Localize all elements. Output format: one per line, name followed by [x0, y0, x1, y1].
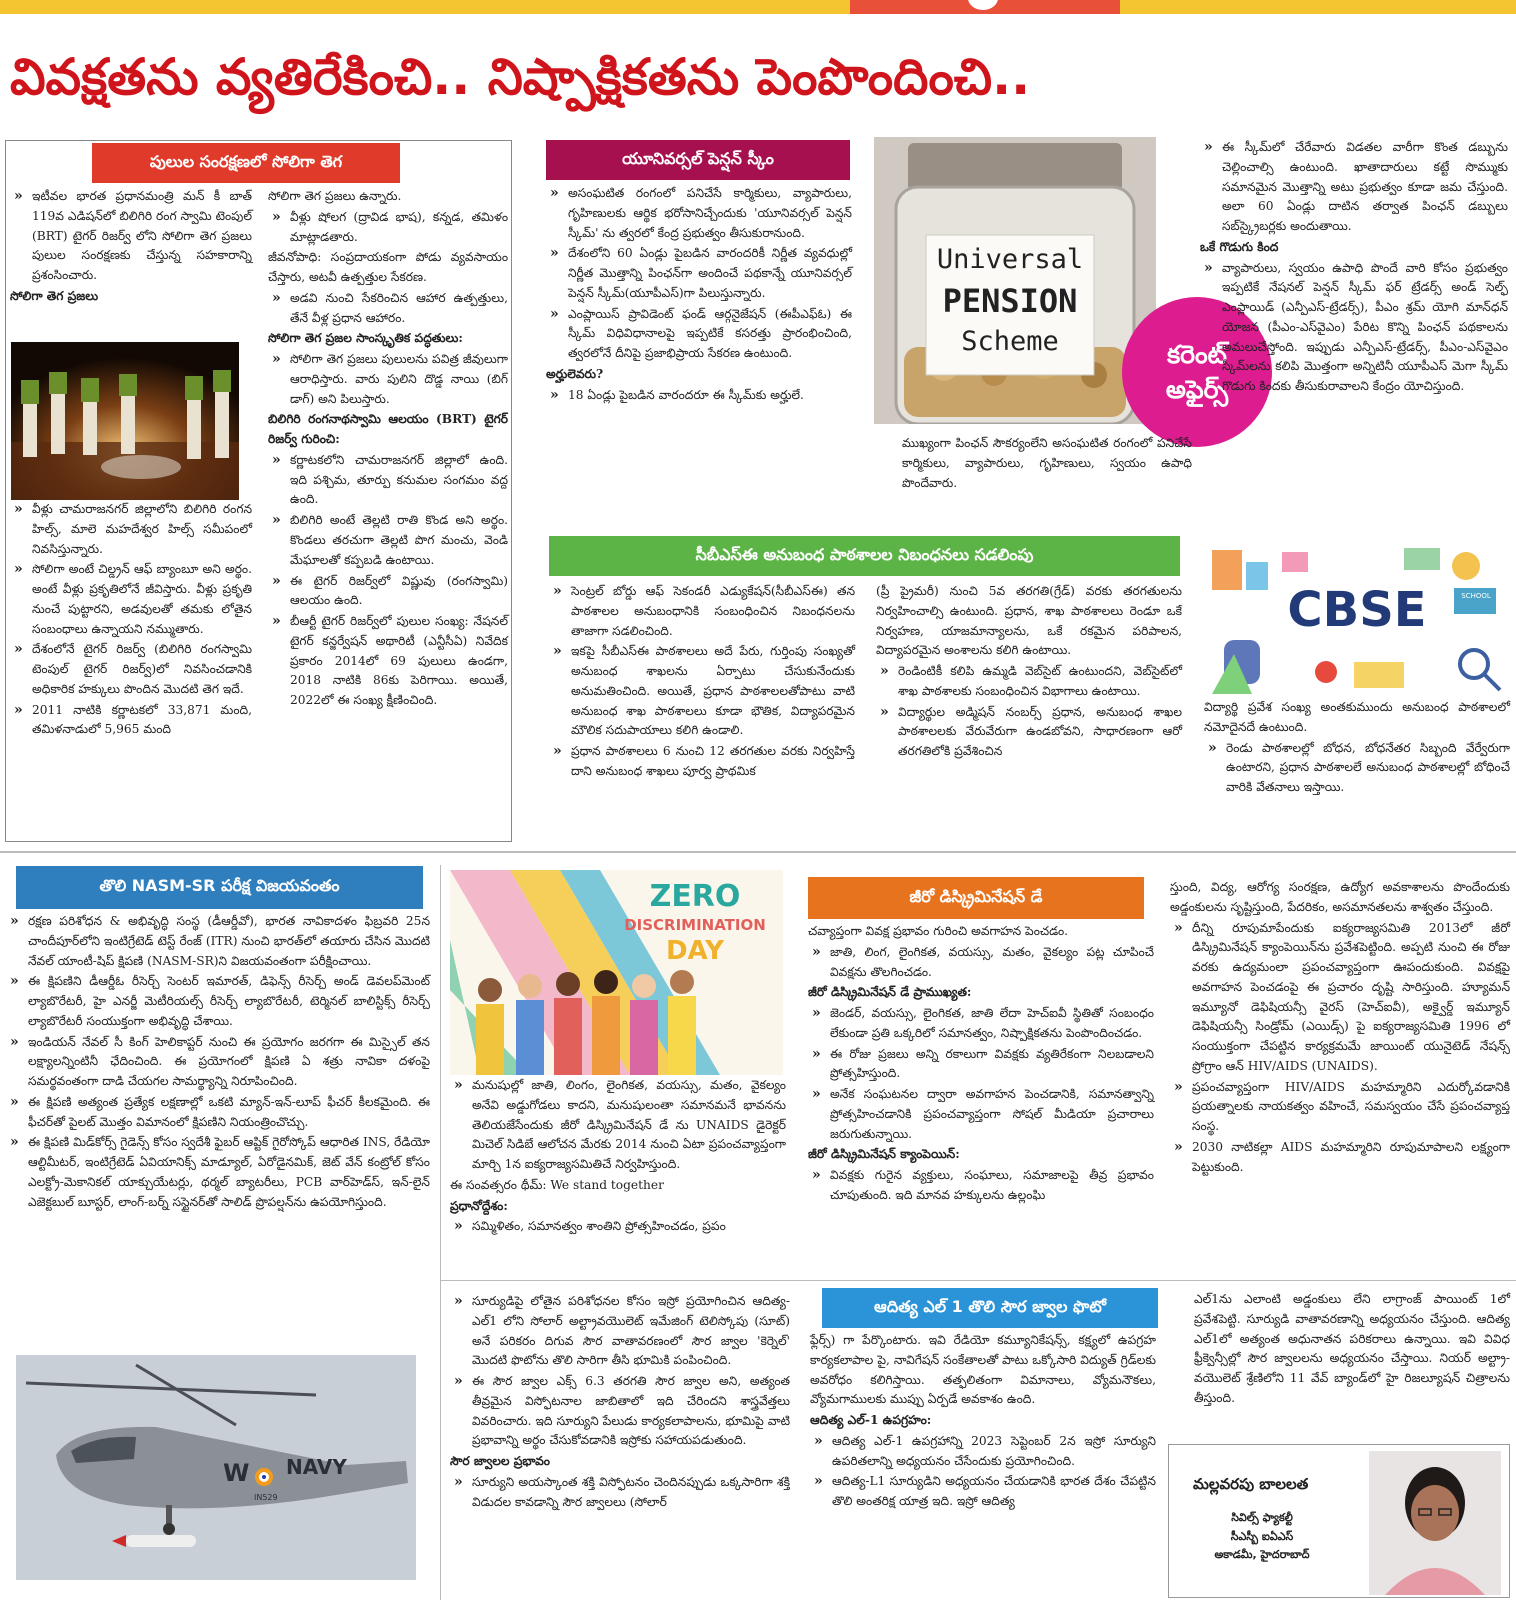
cbse-title: సీబీఎస్ఈ అనుబంధ పాఠశాలల నిబంధనలు సడలింపు	[549, 536, 1180, 576]
author-line: సివిల్స్ ఫ్యాకల్టీ	[1231, 1511, 1293, 1524]
bullet-paragraph: » ఇకపై సీబీఎస్ఈ పాఠశాలలు అదే పేరు, గుర్తింపు సంఖ్యతో అనుబంధ శాఖలను ఏర్పాటు చేసుకునేందుకు అనుమతించింది. అయితే, ప్రధాన పాఠశాలలతోపాటు వాటి అనుబంధ శాఖ పాఠశాలలు కూడా భౌతిక, విద్యాపరమైన మౌలిక సదుపాయాలు కలిగి ఉండాలి.	[549, 642, 855, 741]
bullet-paragraph: » కర్ణాటకలోని చామరాజనగర్ జిల్లాలో ఉంది. ఇది పశ్చిమ, తూర్పు కనుమల సంగమం వద్ద ఉంది.	[268, 451, 508, 510]
bullet-paragraph: » సోలిగా అంటే చిల్డ్రన్ ఆఫ్ బ్యాంబూ అని అర్థం. అంటే వీళ్లు ప్రకృతిలోనే జీవిస్తారు. వీళ్లు ప్రకృతి నుంచే పుట్టారని, అడవులతో తమకు లోతైన సంబంధాలు ఉన్నాయని నమ్ముతారు.	[10, 560, 252, 639]
aditya-column-1	[450, 1292, 790, 1513]
author-line: అకాడమీ, హైదరాబాద్	[1214, 1548, 1310, 1562]
bullet-paragraph: » వీళ్లు చామరాజనగర్ జిల్లాలోని బిలిగిరి రంగన హిల్స్, మాలె మహదేశ్వర హిల్స్ సమీపంలో నివసిస్తున్నారు.	[10, 500, 252, 559]
paragraph: స్తుంది, విద్య, ఆరోగ్య సంరక్షణ, ఉద్యోగ అవకాశాలను పొందేందుకు అడ్డంకులను సృష్టిస్తుంది, పేదరికం, అసమానతలను శాశ్వతం చేస్తుంది.	[1170, 880, 1510, 914]
pension-jar-photo	[874, 137, 1156, 424]
subheading: బిలిగిరి రంగనాథస్వామి ఆలయం (BRT) టైగర్ రిజర్వ్ గురించి:	[268, 412, 508, 447]
pension-title: యూనివర్సల్ పెన్షన్ స్కీం	[546, 140, 850, 180]
aditya-title: ఆదిత్య ఎల్ 1 తొలి సౌర జ్వాల ఫొటో	[822, 1288, 1158, 1328]
bullet-paragraph: » 2011 నాటికి కర్ణాటకలో 33,871 మంది, తమిళనాడులో 5,965 మంది	[10, 701, 252, 741]
bullet-paragraph: » ప్రపంచవ్యాప్తంగా HIV/AIDS మహమ్మారిని ఎదుర్కోవడానికి ప్రయత్నాలకు నాయకత్వం వహించే, సమస్వయం చేసే ప్రపంచవ్యాప్త సంస్థ.	[1170, 1078, 1510, 1137]
aditya-column-3	[1194, 1290, 1510, 1410]
author-designation	[1197, 1509, 1327, 1565]
poster-discrimination: DISCRIMINATION	[624, 916, 766, 934]
section-divider	[0, 851, 1516, 853]
bullet-paragraph: » ఈ క్షిపణి అత్యంత ప్రత్యేక లక్షణాల్లో ఒకటి మ్యాన్-ఇన్-లూప్ ఫీచర్ కీలకమైంది. ఈ ఫీచర్‌తో పైలట్ మొత్తం విమానంలో క్షిపణిని నియంత్రించొచ్చు.	[6, 1093, 430, 1133]
tigers-title: పులుల సంరక్షణలో సోలిగా తెగ	[92, 143, 400, 183]
section-divider	[440, 1280, 1516, 1281]
subheading: ఆదిత్య ఎల్-1 ఉపగ్రహం:	[810, 1413, 932, 1428]
bullet-paragraph: » ఈ సౌర జ్వాల ఎక్స్ 6.3 తరగతి సౌర జ్వాల అని, అత్యంత తీవ్రమైన విస్ఫోటనాల జాబితాలో ఇది చేరిందని శాస్త్రవేత్తలు వివరించారు. ఇది సూర్యుని పేలుడు కార్యకలాపాలను, భూమిపై వాటి ప్రభావాన్ని అర్థం చేసుకోవడానికి ఇస్రోకు సహాయపడుతుంది.	[450, 1372, 790, 1451]
subheading: సోలిగా తెగ ప్రజలు	[10, 288, 99, 303]
bullet-paragraph: » అనేక సంఘటనల ద్వారా అవగాహన పెంచడానికి, సమానత్వాన్ని ప్రోత్సహించడానికి ప్రపంచవ్యాప్తంగా సోషల్ మీడియా ప్రచారాలు జరుగుతున్నాయి.	[808, 1085, 1154, 1144]
heli-letter-marking: W	[223, 1459, 250, 1487]
heli-tail-number: IN529	[254, 1493, 278, 1502]
soliga-dance-photo	[11, 342, 239, 500]
bullet-paragraph: » సమ్మిళితం, సమానత్వం శాంతిని ప్రోత్సహించడం, ప్రపం	[450, 1217, 786, 1237]
tigers-column-left-lower	[10, 500, 252, 741]
cbse-logo-illustration	[1204, 544, 1510, 696]
nasm-title: తొలి NASM-SR పరీక్ష విజయవంతం	[16, 866, 423, 909]
paragraph: సోలిగా తెగ ప్రజలు ఉన్నారు.	[268, 189, 402, 203]
pension-column-1	[546, 184, 852, 406]
subheading: అర్హులెవరు?	[546, 366, 604, 381]
subheading: సౌర జ్వాలల ప్రభావం	[450, 1454, 550, 1469]
zero-column-1	[450, 1076, 786, 1238]
bullet-paragraph: » బీఆర్టీ టైగర్ రిజర్వ్‌లో పులుల సంఖ్య: నేషనల్ టైగర్ కన్జర్వేషన్ అథారిటీ (ఎన్టీసీఏ) నివేదిక ప్రకారం 2014లో 69 పులులు ఉండగా, 2018 నాటికి 86కు పెరిగాయి. అయితే, 2022లో ఈ సంఖ్య క్షీణించింది.	[268, 612, 508, 711]
paragraph: జీవనోపాధి: సంప్రదాయకంగా పోడు వ్యవసాయం చేస్తారు, అటవీ ఉత్పత్తుల సేకరణ.	[268, 250, 508, 285]
bullet-paragraph: » రెండింటికీ కలిపి ఉమ్మడి వెబ్‌సైట్ ఉంటుందని, వెబ్‌సైట్‌లో శాఖ పాఠశాలకు సంబంధించిన విభాగాలు ఉంటాయి.	[876, 662, 1182, 702]
column-divider	[440, 865, 441, 1600]
badge-line: అఫైర్స్	[1165, 375, 1229, 404]
nasm-column	[6, 912, 430, 1213]
paragraph: విద్యార్థి ప్రవేశ సంఖ్య అంతకుముందు అనుబంధ పాఠశాలలో నమోదైనదే ఉంటుంది.	[1204, 700, 1510, 734]
aditya-column-2	[810, 1331, 1156, 1513]
jar-label-line: PENSION	[942, 282, 1078, 320]
school-sign: SCHOOL	[1461, 592, 1491, 600]
badge-line: కరెంట్	[1167, 340, 1227, 369]
cbse-column-3	[1204, 698, 1510, 799]
cbse-column-1	[549, 582, 855, 783]
bullet-paragraph: » 18 ఏండ్లు పైబడిన వారందరూ ఈ స్కీమ్‌కు అర్హులే.	[546, 386, 852, 406]
zero-column-3	[1170, 878, 1510, 1178]
subheading: జీరో డిస్క్రిమినేషన్ డే ప్రాముఖ్యత:	[808, 985, 972, 1000]
subheading: సోలిగా తెగ ప్రజల సాంస్కృతిక పద్ధతులు:	[268, 331, 463, 346]
bullet-paragraph: » జెండర్, వయస్సు, లైంగికత, జాతి లేదా హెచ్‌ఐవీ స్థితితో సంబంధం లేకుండా ప్రతి ఒక్కరిలో సమానత్వం, నిష్పాక్షికతను పెంపొందించడం.	[808, 1004, 1154, 1044]
top-color-bar	[0, 0, 1516, 14]
zero-title: జీరో డిస్క్రిమినేషన్ డే	[808, 877, 1144, 919]
bullet-paragraph: » సూర్యుడిపై లోతైన పరిశోధనల కోసం ఇస్రో ప్రయోగించిన ఆదిత్య-ఎల్1 లోని సోలార్ అల్ట్రావయొలెట్ ఇమేజింగ్ టెలిస్కోపు (సూట్) అనే పరికరం దిగువ సౌర వాతావరణంలో సౌర జ్వాల 'కెర్నెల్' మొదటి ఫొటోను తొలి సారిగా తీసి భూమికి పంపించింది.	[450, 1292, 790, 1371]
bullet-paragraph: » ప్రధాన పాఠశాలలు 6 నుంచి 12 తరగతుల వరకు నిర్వహిస్తే దాని అనుబంధ శాఖలు పూర్వ ప్రాథమిక	[549, 742, 855, 782]
bullet-paragraph: » ఇటీవల భారత ప్రధానమంత్రి మన్ కీ బాత్ 119వ ఎడిషన్‌లో బిలిగిరి రంగ స్వామి టెంపుల్ (BRT) టైగర్ రిజర్వ్ లోని సోలిగా తెగ ప్రజలు పులుల సంరక్షణకు చేస్తున్న సహకారాన్ని ప్రశంసించారు.	[10, 187, 252, 286]
navy-marking: NAVY	[286, 1455, 347, 1479]
bullet-paragraph: » రక్షణ పరిశోధన & అభివృద్ధి సంస్థ (డీఆర్డీవో), భారత నావికాదళం ఫిబ్రవరి 25న చాందీపూర్‌లోని ఇంటిగ్రేటెడ్ టెస్ట్ రేంజ్ (ITR) నుంచి భారత్‌లో తయారు చేసిన మొదటి నేవల్ యాంటీ-షిప్ క్షిపణి (NASM-SR)ని విజయవంతంగా పరీక్షించాయి.	[6, 912, 430, 971]
sea-king-helicopter-photo	[16, 1355, 416, 1580]
author-photo	[1369, 1451, 1501, 1595]
bullet-paragraph: » దేశంలోని 60 ఏండ్లు పైబడిన వారందరికీ నిర్ణీత వ్యవధుల్లో నిర్ణీత మొత్తాన్ని పింఛన్‌గా అందించే పథకాన్నే యూనివర్సల్ పెన్షన్ స్కీమ్(యూపీఎస్)గా పిలుస్తున్నారు.	[546, 244, 852, 303]
bullet-paragraph: » వ్యాపారులు, స్వయం ఉపాధి పొందే వారి కోసం ప్రభుత్వం ఇప్పటికే నేషనల్ పెన్షన్ స్కీమ్ ఫర్ ట్రేడర్స్ అండ్ సెల్ఫ్ ఎంప్లాయిడ్ (ఎన్పీఎస్-ట్రేడర్స్), పీఎం శ్రమ్ యోగి మాన్‌ధన్ యోజన (పీఎం-ఎస్‌వైఎం) పేరిట కొన్ని పింఛన్ పథకాలను అమలుచేస్తోంది. ఇప్పుడు ఎన్పీఎస్-ట్రేడర్స్, పీఎం-ఎస్‌వైఎం స్కీమ్‌లను కలిపి మొత్తంగా అన్నిటినీ యూపీఎస్ మెగా స్కీమ్ గొడుగు కిందకు తీసుకురావాలని కేంద్రం యోచిస్తుంది.	[1200, 259, 1508, 397]
bullet-paragraph: » దీన్ని రూపుమాపేందుకు ఐక్యరాజ్యసమితి 2013లో జీరో డిస్క్రిమినేషన్ క్యాంపెయిన్‌ను ప్రవేశపెట్టింది. అప్పటి నుంచి ఈ రోజు వరకు ఉద్యమంలా ప్రపంచవ్యాప్తంగా ఊపందుకుంది. వివక్షపై అవగాహన పెంచడంపై ఈ ప్రచారం దృష్టి సారిస్తుంది. హ్యూమన్ ఇమ్యూనో డెఫిషియన్సీ వైరస్ (హెచ్‌ఐవీ), అక్వైర్డ్ ఇమ్యూన్ డెఫిషియన్సీ సిండ్రోమ్ (ఎయిడ్స్) పై ఐక్యరాజ్యసమితి 1996 లో సంయుక్తంగా చేపట్టిన కార్యక్రమమే జాయింట్ యునైటెడ్ నేషన్స్ ప్రోగ్రాం ఆన్ HIV/AIDS (UNAIDS).	[1170, 919, 1510, 1077]
cbse-column-2	[876, 582, 1182, 763]
bullet-paragraph: » విద్యార్థుల అడ్మిషన్ నంబర్స్ ప్రధాన, అనుబంధ శాఖల పాఠశాలలకు వేరువేరుగా ఉండబోవని, సాధారణంగా ఆరో తరగతిలోకి ప్రవేశించిన	[876, 703, 1182, 762]
pension-caption-text: ముఖ్యంగా పింఛన్ సౌకర్యంలేని అసంఘటిత రంగంలో పనిచేసే కార్మికులు, వ్యాపారులు, గృహిణులు, స్వయం ఉపాధి పొందేవారు.	[902, 436, 1192, 490]
pension-caption	[902, 434, 1192, 494]
paragraph: ఈ సంవత్సరం థీమ్: We stand together	[450, 1177, 664, 1192]
bullet-paragraph: » ఆదిత్య-L1 సూర్యుడిని అధ్యయనం చేయడానికి భారత దేశం చేపట్టిన తొలి అంతరిక్ష యాత్ర ఇది. ఇస్రో ఆదిత్య	[810, 1472, 1156, 1512]
zero-discrimination-poster	[450, 870, 783, 1075]
author-box	[1168, 1444, 1510, 1598]
bullet-paragraph: » మనుషుల్లో జాతి, లింగం, లైంగికత, వయస్సు, మతం, వైకల్యం అనేవి అడ్డుగోడలు కాదని, మనుషులంతా సమానమనే భావనను తెలియజేసేందుకు జీరో డిస్క్రిమినేషన్ డే ను UNAIDS డైరెక్టర్ మిచెల్ సిడిబే ఆలోచన మేరకు 2014 నుంచి ఏటా ప్రపంచవ్యాప్తంగా మార్చి 1న ఐక్యరాజ్యసమితిచే నిర్వహిస్తుంది.	[450, 1076, 786, 1175]
bullet-paragraph: » అసంఘటిత రంగంలో పనిచేసే కార్మికులు, వ్యాపారులు, గృహిణులకు ఆర్థిక భరోసానిచ్చేందుకు 'యూనివర్సల్ పెన్షన్ స్కీమ్' ను త్వరలో కేంద్ర ప్రభుత్వం తీసుకురానుంది.	[546, 184, 852, 243]
paragraph: (ప్రీ ప్రైమరీ) నుంచి 5వ తరగతి(గ్రేడ్) వరకు తరగతులను నిర్వహించాల్సి ఉంటుంది. ప్రధాన, శాఖ పాఠశాలలు రెండూ ఒకే నిర్వహణ, యాజమాన్యాలను, ఒకే రకమైన పరిపాలన, విద్యాపరమైన అంశాలను కలిగి ఉంటాయి.	[876, 584, 1182, 658]
page-headline: వివక్షతను వ్యతిరేకించి.. నిష్పాక్షికతను పెంపొందించి..	[10, 48, 1031, 106]
bullet-paragraph: » ఈ టైగర్ రిజర్వ్‌లో విష్ణువు (రంగస్వామి) ఆలయం ఉంది.	[268, 572, 508, 612]
author-line: సీఎస్బీ ఐఏఎస్	[1230, 1529, 1294, 1543]
author-name: మల్లవరపు బాలలత	[1193, 1475, 1309, 1493]
pension-column-3	[1200, 138, 1508, 398]
bullet-paragraph: » ఇండియన్ నేవల్ సీ కింగ్ హెలికాప్టర్ నుంచి ఈ ప్రయోగం జరగగా ఈ మిస్సైల్ తన లక్ష్యాలన్నింటినీ ఛేదించింది. ఈ ప్రయోగంలో క్షిపణి ఏ శత్రు నావికా దళంపై సమర్థవంతంగా దాడి చేయగల సామర్థ్యాన్ని నిరూపించింది.	[6, 1033, 430, 1092]
subheading: ఒకే గొడుగు కింద	[1200, 239, 1279, 254]
subheading: ప్రధానోద్దేశం:	[450, 1198, 508, 1213]
bullet-paragraph: » రెండు పాఠశాలల్లో బోధన, బోధనేతర సిబ్బంది వేర్వేరుగా ఉంటారని, ప్రధాన పాఠశాలలే అనుబంధ పాఠశాలల్లో బోధించే వారికి వేతనాలు ఇస్తాయి.	[1204, 739, 1510, 798]
paragraph: ఎల్1ను ఎలాంటి అడ్డంకులు లేని లాగ్రాంజ్ పాయింట్ 1లో ప్రవేశపెట్టి. సూర్యుడి వాతావరణాన్ని అధ్యయనం చేస్తుంది. ఆదిత్య ఎల్1లో అత్యంత అధునాతన పరికరాలు ఉన్నాయి. ఇవి వివిధ ఫ్రీక్వెన్సీల్లో సౌర జ్వాలలను అధ్యయనం చేస్తాయి. నియర్ అల్ట్రా-వయొలెట్ శ్రేణిలోని 11 వేవ్ బ్యాండ్‌లో హై రిజల్యూషన్ చిత్రాలను తీస్తుంది.	[1194, 1292, 1510, 1405]
bullet-paragraph: » వీళ్లు షోలగ (ద్రావిడ భాష), కన్నడ, తమిళం మాట్లాడతారు.	[268, 208, 508, 248]
jar-label-line: Universal	[936, 244, 1084, 275]
bullet-paragraph: » ఈ స్కీమ్‌లో చేరేవారు విడతల వారీగా కొంత డబ్బును చెల్లించాల్సి ఉంటుంది. ఖాతాదారులు కట్టే సొమ్ముకు సమానమైన మొత్తాన్ని అటు ప్రభుత్వం కూడా జమ చేస్తుంది. అలా 60 ఏండ్లు దాటిన తర్వాత పింఛన్ డబ్బులు సబ్‌స్క్రైబర్లకు అందుతాయి.	[1200, 138, 1508, 237]
bullet-paragraph: » సూర్యుని అయస్కాంత శక్తి విస్ఫోటనం చెందినప్పుడు ఒక్కసారిగా శక్తి విడుదల కావడాన్ని సౌర జ్వాలలు (సోలార్	[450, 1473, 790, 1513]
bullet-paragraph: » ఎంప్లాయిస్ ప్రావిడెంట్ ఫండ్ ఆర్గనైజేషన్ (ఈపీఎఫ్‌ఓ) ఈ స్కీమ్ విధివిధానాలపై ఇప్పటికే కసరత్తు ప్రారంభించింది, త్వరలోనే దీనిపై ప్రజాభిప్రాయ సేకరణ ఉంటుంది.	[546, 305, 852, 364]
bullet-paragraph: » వివక్షకు గురైన వ్యక్తులు, సంఘాలు, సమాజాలపై తీవ్ర ప్రభావం చూపుతుంది. ఇది మానవ హక్కులను ఉల్లంఘి	[808, 1166, 1154, 1206]
bullet-paragraph: » ఈ రోజు ప్రజలు అన్ని రకాలుగా వివక్షకు వ్యతిరేకంగా నిలబడాలని ప్రోత్సహిస్తుంది.	[808, 1045, 1154, 1085]
bullet-paragraph: » దేశంలోనే టైగర్ రిజర్వ్ (బిలిగిరి రంగస్వామి టెంపుల్ టైగర్ రిజర్వ్)లో నివసించడానికి అధికారిక హక్కులు పొందిన మొదటి తెగ ఇదే.	[10, 640, 252, 699]
paragraph: చవ్యాప్తంగా వివక్ష ప్రభావం గురించి అవగాహన పెంచడం.	[808, 924, 1069, 938]
cbse-logo-text: CBSE	[1287, 582, 1427, 638]
bullet-paragraph: » ఆదిత్య ఎల్-1 ఉపగ్రహాన్ని 2023 సెప్టెంబర్ 2న ఇస్రో సూర్యుని ఉపరితలాన్ని అధ్యయనం చేసేందుకు ప్రయోగించింది.	[810, 1432, 1156, 1472]
bullet-paragraph: » బిలిగిరి అంటే తెల్లటి రాతి కొండ అని అర్థం. కొండలు తరచుగా తెల్లటి పొగ మంచు, వెండి మేఘాలతో కప్పబడి ఉంటాయి.	[268, 511, 508, 570]
jar-label-line: Scheme	[961, 326, 1059, 357]
poster-zero: ZERO	[649, 879, 741, 914]
tigers-column-left	[10, 187, 252, 308]
bullet-paragraph: » ఈ క్షిపణి మిడ్‌కోర్స్ గైడెన్స్ కోసం స్వదేశీ ఫైబర్ ఆప్టిక్ గైరోస్కోప్ ఆధారిత INS, రేడియో ఆల్టిమీటర్, ఇంటిగ్రేటెడ్ ఏవియానిక్స్ మాడ్యూల్, ఏరోడైనమిక్, జెట్ వేన్ కంట్రోల్ కోసం ఎలక్ట్రో-మెకానికల్ యాక్చుయేటర్లు, థర్మల్ బ్యాటరీలు, PCB వార్‌హెడ్‌స్, ఇన్-లైన్ ఎజెక్టబుల్ బూస్టర్, లాంగ్-బర్న్ సస్టైనర్‌తో సాలిడ్ ప్రొపల్షన్‌ను ఉపయోగిస్తుంది.	[6, 1133, 430, 1212]
bullet-paragraph: » 2030 నాటికల్లా AIDS మహమ్మారిని రూపుమాపాలని లక్ష్యంగా పెట్టుకుంది.	[1170, 1138, 1510, 1178]
bullet-paragraph: » సెంట్రల్ బోర్డు ఆఫ్ సెకండరీ ఎడ్యుకేషన్(సీబీఎస్ఈ) తన పాఠశాలల అనుబంధానికి సంబంధించిన నిబంధనలను తాజాగా సడలించింది.	[549, 582, 855, 641]
paragraph: ఫ్లేర్స్) గా పేర్కొంటారు. ఇవి రేడియో కమ్యూనికేషన్స్, కక్ష్యలో ఉపగ్రహ కార్యకలాపాల పై, నావిగేషన్ సంకేతాలతో పాటు ఒక్కోసారి విద్యుత్ గ్రిడ్‌లకు అవరోధం కలిగిస్తాయి. తత్ఫలితంగా విమానాలు, వ్యోమనౌకలు, వ్యోమగాములకు ముప్పు ఏర్పడే అవకాశం ఉంది.	[810, 1333, 1156, 1407]
poster-day: DAY	[665, 936, 725, 966]
tigers-column-right	[268, 187, 508, 712]
bullet-paragraph: » సోలిగా తెగ ప్రజలు పులులను పవిత్ర జీవులుగా ఆరాధిస్తారు. వారు పులిని దొడ్డ నాయి (బిగ్ డాగ్) అని పిలుస్తారు.	[268, 350, 508, 409]
zero-column-2	[808, 922, 1154, 1207]
subheading: జీరో డిస్క్రిమినేషన్ క్యాంపెయిన్:	[808, 1147, 960, 1162]
bullet-paragraph: » ఈ క్షిపణిని డీఆర్డీఓ రీసెర్చ్ సెంటర్ ఇమారత్, డిఫెన్స్ రీసెర్చ్ అండ్ డెవలప్‌మెంట్ ల్యాబొరేటరీ, హై ఎనర్జీ మెటీరియల్స్ రీసెర్చ్ ల్యాబొరేటరీ, టెర్మినల్ బాలిస్టిక్స్ రీసెర్చ్ ల్యాబొరేటరీ సంయుక్తంగా అభివృద్ధి చేశాయి.	[6, 972, 430, 1031]
bullet-paragraph: » జాతి, లింగ, లైంగికత, వయస్సు, మతం, వైకల్యం పట్ల చూపించే వివక్షను తొలగించడం.	[808, 943, 1154, 983]
bullet-paragraph: » అడవి నుంచి సేకరించిన ఆహార ఉత్పత్తులు, తేనే వీళ్ల ప్రధాన ఆహారం.	[268, 289, 508, 329]
